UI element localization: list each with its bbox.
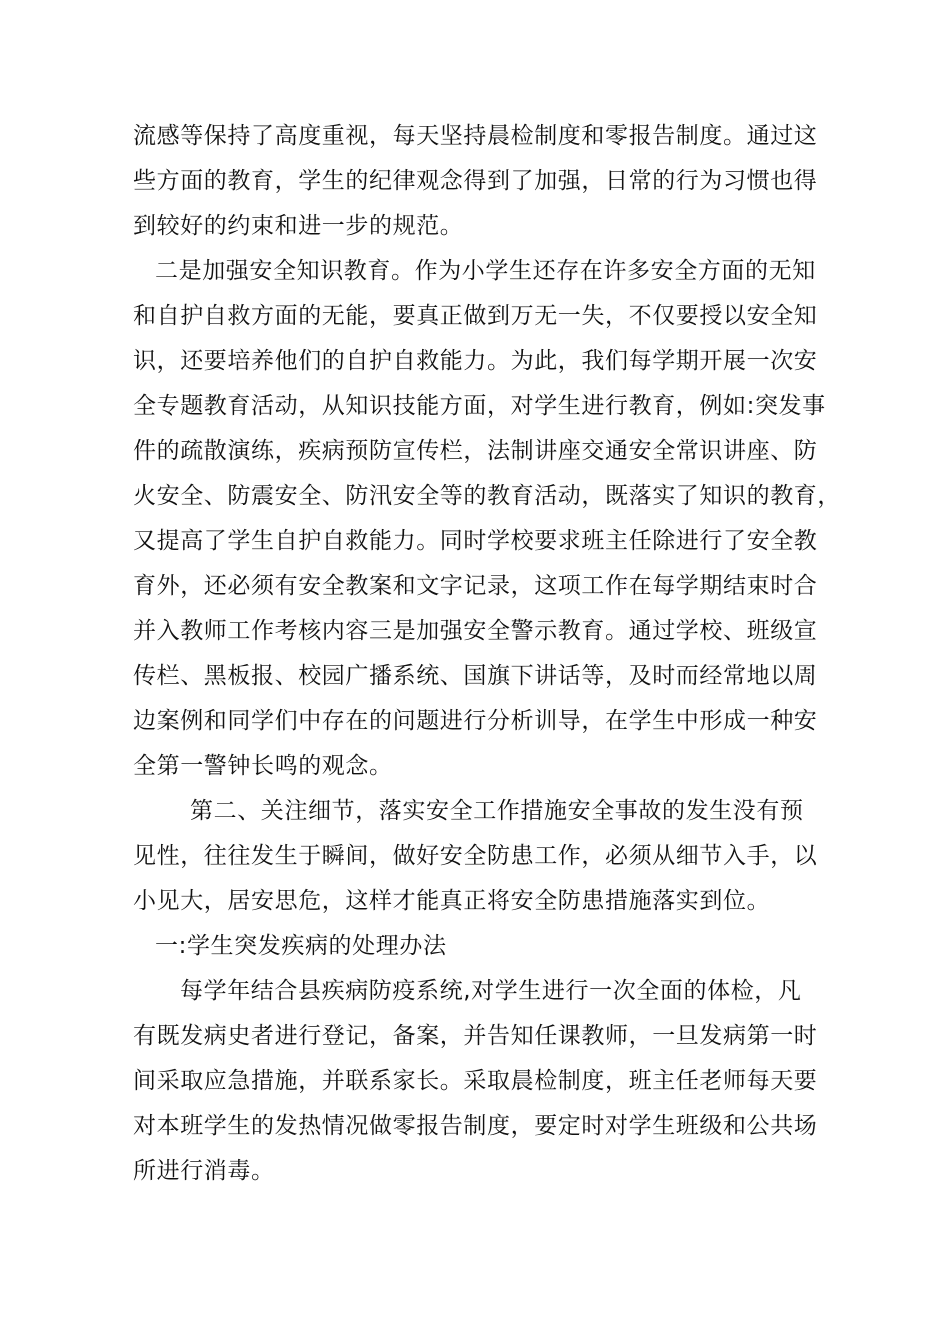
text-line: 对本班学生的发热情况做零报告制度，要定时对学生班级和公共场: [133, 1113, 818, 1139]
text-line: 和自护自救方面的无能，要真正做到万无一失，不仅要授以安全知: [133, 303, 818, 329]
text-line: 间采取应急措施，并联系家长。采取晨检制度，班主任老师每天要: [133, 1068, 818, 1094]
text-line: 到较好的约束和进一步的规范。: [133, 213, 464, 239]
text-line: 识，还要培养他们的自护自救能力。为此，我们每学期开展一次安: [133, 348, 818, 374]
text-line: 流感等保持了高度重视，每天坚持晨检制度和零报告制度。通过这: [133, 123, 818, 149]
text-line: 全第一警钟长鸣的观念。: [133, 753, 393, 779]
section-heading: 一:学生突发疾病的处理办法: [155, 933, 447, 959]
text-line: 第二、关注细节，落实安全工作措施安全事故的发生没有预: [190, 798, 804, 824]
text-line: 件的疏散演练，疾病预防宣传栏，法制讲座交通安全常识讲座、防: [133, 438, 818, 464]
text-line: 并入教师工作考核内容三是加强安全警示教育。通过学校、班级宣: [133, 618, 818, 644]
text-line: 全专题教育活动，从知识技能方面，对学生进行教育，例如:突发事: [133, 393, 826, 419]
text-line: 有既发病史者进行登记，备案，并告知任课教师，一旦发病第一时: [133, 1023, 818, 1049]
text-line: 每学年结合县疾病防疫系统,对学生进行一次全面的体检，凡: [180, 978, 802, 1004]
text-line: 所进行消毒。: [133, 1158, 275, 1184]
text-line: 火安全、防震安全、防汛安全等的教育活动，既落实了知识的教育，: [133, 483, 841, 509]
text-line: 又提高了学生自护自救能力。同时学校要求班主任除进行了安全教: [133, 528, 818, 554]
text-line: 育外，还必须有安全教案和文字记录，这项工作在每学期结束时合: [133, 573, 818, 599]
text-line: 小见大，居安思危，这样才能真正将安全防患措施落实到位。: [133, 888, 771, 914]
text-line: 二是加强安全知识教育。作为小学生还存在许多安全方面的无知: [155, 258, 816, 284]
text-line: 边案例和同学们中存在的问题进行分析训导，在学生中形成一种安: [133, 708, 818, 734]
text-line: 见性，往往发生于瞬间，做好安全防患工作，必须从细节入手，以: [133, 843, 818, 869]
text-line: 传栏、黑板报、校园广播系统、国旗下讲话等，及时而经常地以周: [133, 663, 818, 689]
text-line: 些方面的教育，学生的纪律观念得到了加强，日常的行为习惯也得: [133, 168, 818, 194]
